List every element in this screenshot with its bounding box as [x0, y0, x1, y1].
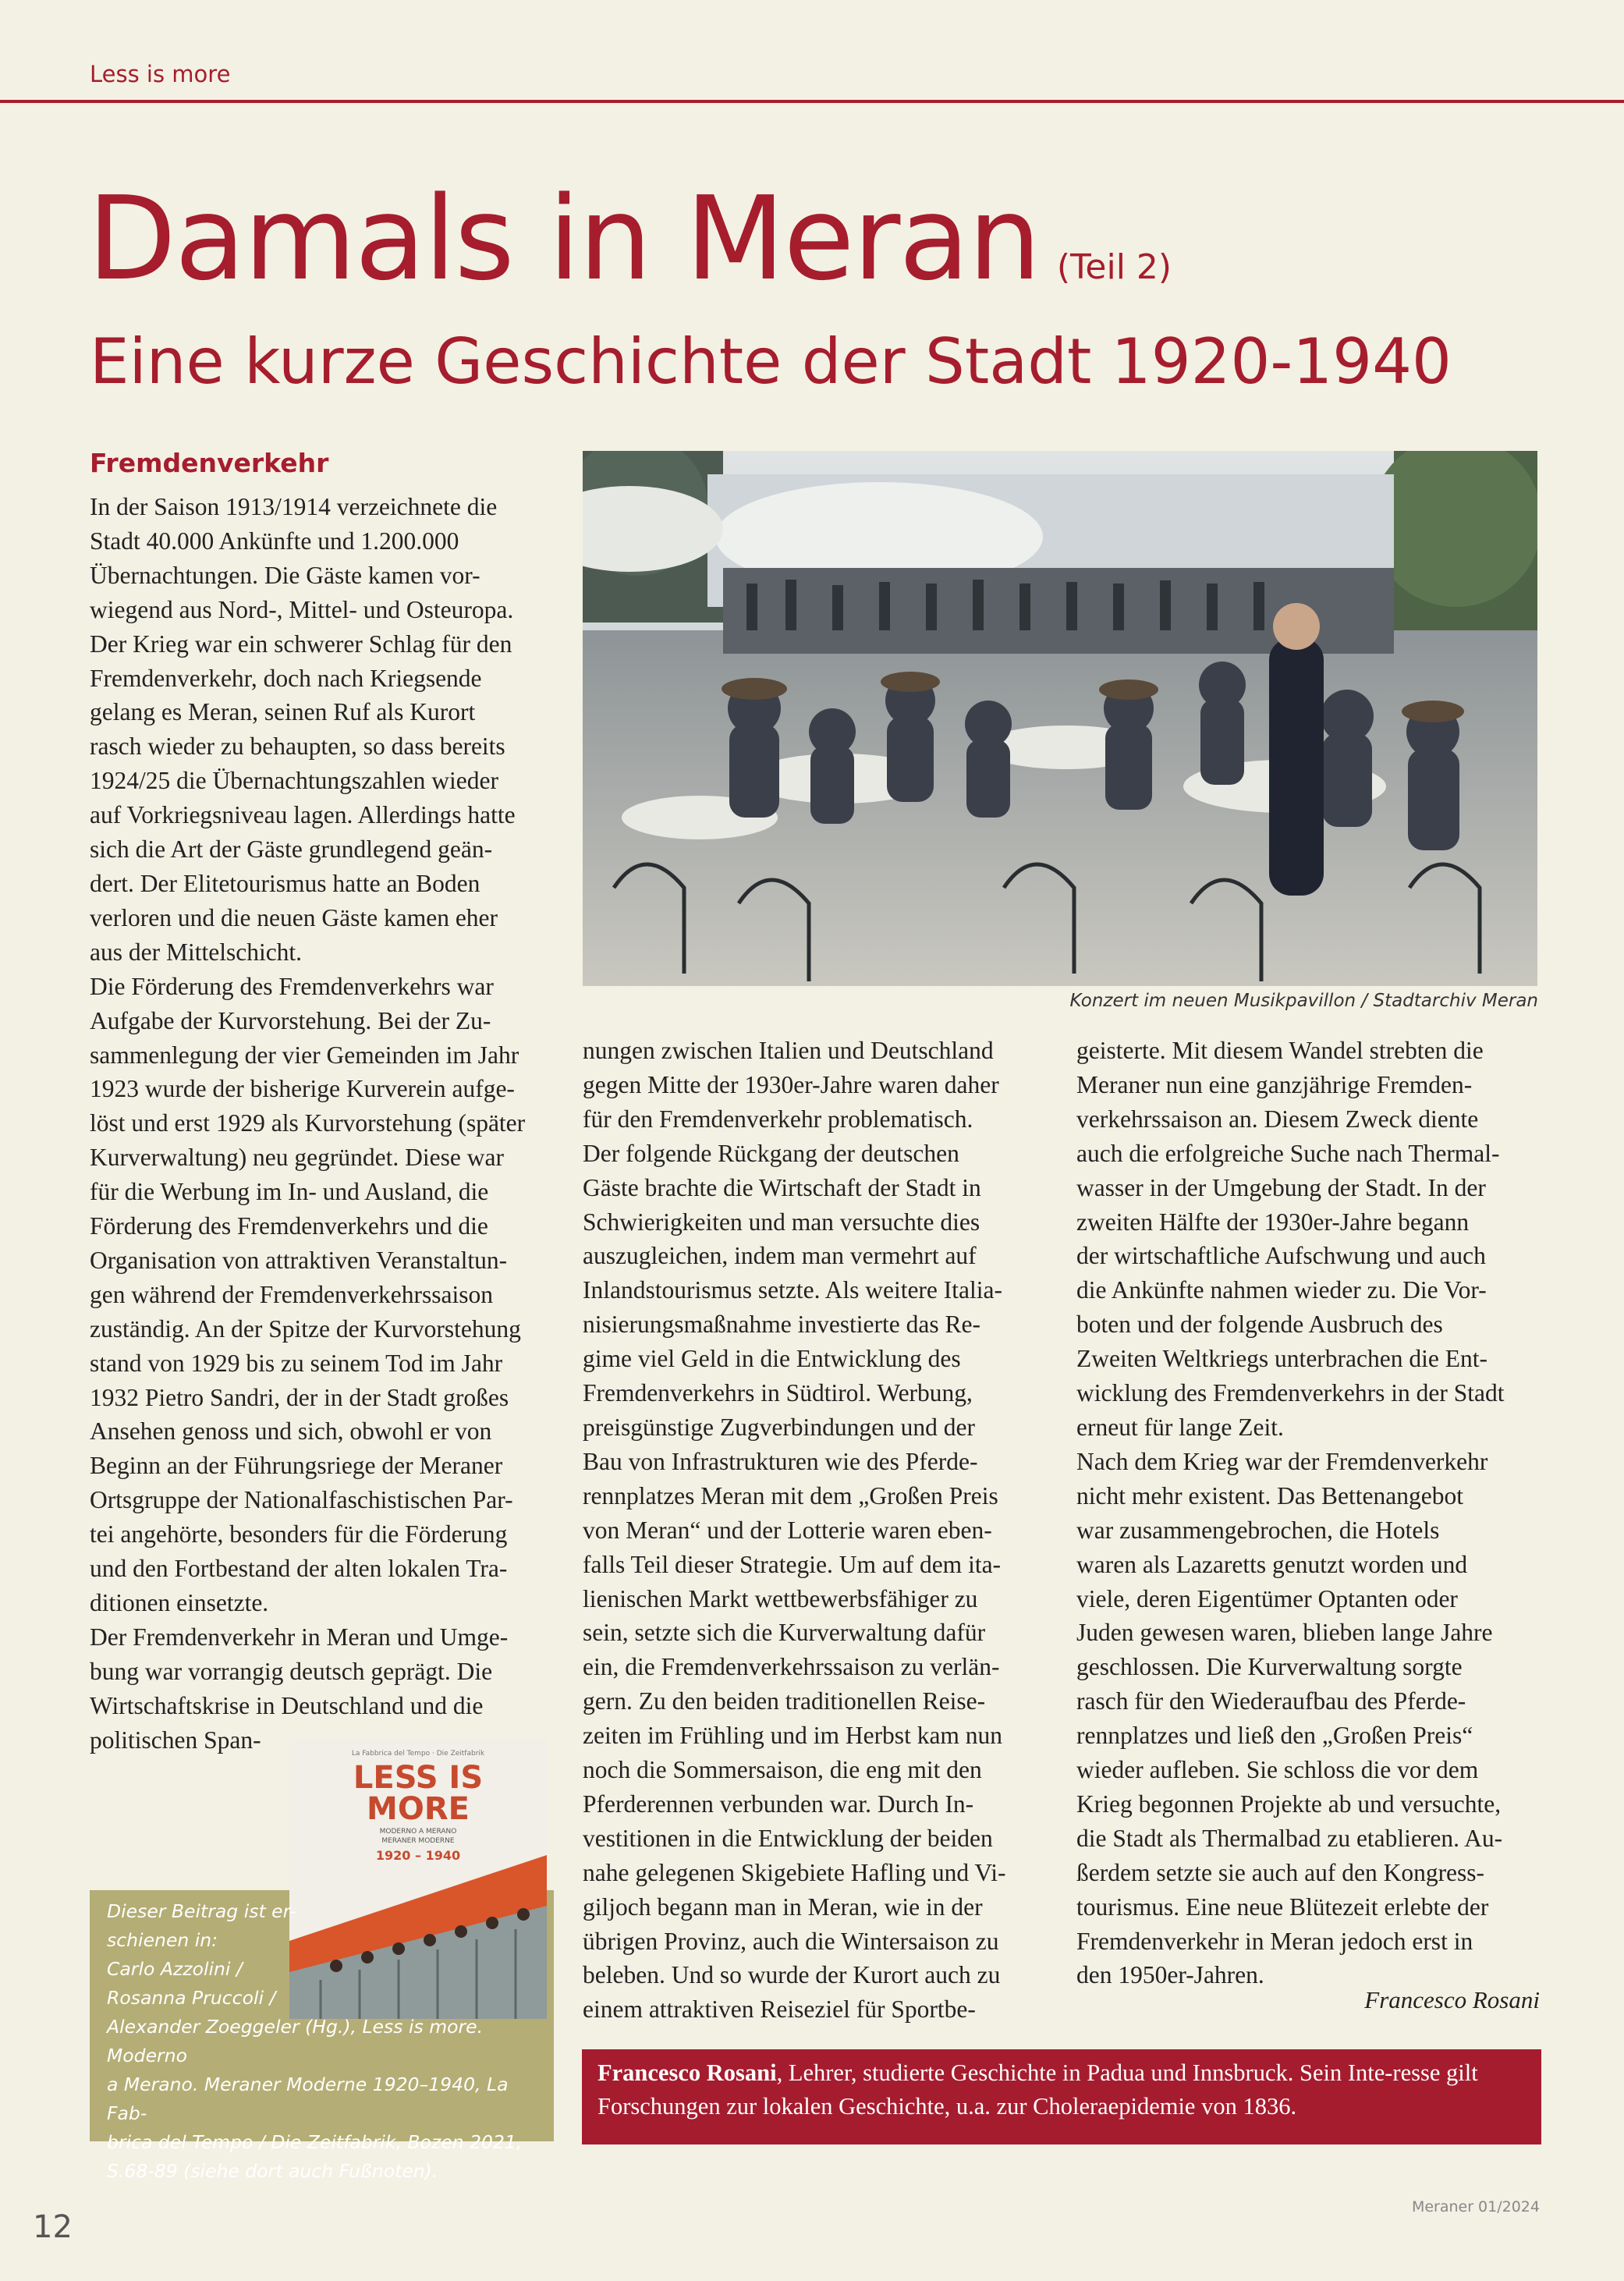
- author-signature: Francesco Rosani: [1364, 1986, 1540, 2013]
- publication-note-text: Dieser Beitrag ist er- schienen in: Carlo Azzolini / Rosanna Pruccoli / Alexander Zoeggeler (Hg.), Less is more. Moderno a Merano. Meraner Moderne 1920–1940, La Fab- brica del Tempo / Die Zeitfabrik, Bozen 2021, S.68-89 (siehe dort auch Fußnoten).: [107, 1900, 523, 2182]
- book-cover-title-1: LESS IS: [353, 1760, 484, 1796]
- concert-photo-illustration: [583, 451, 1537, 986]
- author-bio: [597, 2056, 1526, 2123]
- photo-caption: Konzert im neuen Musikpavillon / Stadtarchiv Meran: [1069, 991, 1538, 1011]
- running-header: Less is more: [90, 61, 231, 87]
- title-main: Damals in Meran: [87, 172, 1040, 306]
- page-number: 12: [33, 2209, 73, 2245]
- author-bio-text: , Lehrer, studierte Geschichte in Padua und Innsbruck. Sein Inte-resse gilt Forschungen zur lokalen Geschichte, u.a. zur Choleraepidemie von 1836.: [597, 2059, 1478, 2120]
- section-heading: Fremdenverkehr: [90, 448, 329, 478]
- issue-label: Meraner 01/2024: [1411, 2198, 1540, 2215]
- article-subtitle: Eine kurze Geschichte der Stadt 1920-1940: [90, 325, 1452, 398]
- book-cover-title-2: MORE: [367, 1791, 470, 1827]
- concert-photo: [583, 451, 1537, 986]
- book-cover-years: 1920 – 1940: [375, 1848, 461, 1863]
- article-title: [87, 172, 1172, 306]
- text-column-1: In der Saison 1913/1914 verzeichnete die Stadt 40.000 Ankünfte und 1.200.000 Übernachtungen. Die Gäste kamen vor- wiegend aus Nord-, Mittel- und Osteuropa. Der Krieg war ein schwerer Schlag für den Fremdenverkehr, doch nach Kriegsende gelang es Meran, seinen Ruf als Kurort rasch wieder zu behaupten, so dass bereits 1924/25 die Übernachtungszahlen wieder auf Vorkriegsniveau lagen. Allerdings hatte sich die Art der Gäste grundlegend geän- dert. Der Elitetourismus hatte an Boden verloren und die neuen Gäste kamen eher aus der Mittelschicht. Die Förderung des Fremdenverkehrs war Aufgabe der Kurvorstehung. Bei der Zu- sammenlegung der vier Gemeinden im Jahr 1923 wurde der bisherige Kurverein aufge- löst und erst 1929 als Kurvorstehung (später Kurverwaltung) neu gegründet. Diese war für die Werbung im In- und Ausland, die Förderung des Fremdenverkehrs und die Organisation von attraktiven Veranstaltun- gen während der Fremdenverkehrssaison zuständig. An der Spitze der Kurvorstehung stand von 1929 bis zu seinem Tod im Jahr 1932 Pietro Sandri, der in der Stadt großes Ansehen genoss und sich, obwohl er von Beginn an der Führungsriege der Meraner Ortsgruppe der Nationalfaschistischen Par- tei angehörte, besonders für die Förderung und den Fortbestand der alten lokalen Tra- ditionen einsetzte. Der Fremdenverkehr in Meran und Umge- bung war vorrangig deutsch geprägt. Die Wirtschaftskrise in Deutschland und die politischen Span-: [90, 493, 526, 1754]
- text-column-3: geisterte. Mit diesem Wandel strebten die Meraner nun eine ganzjährige Fremden- verkehrssaison an. Diesem Zweck diente auch die erfolgreiche Suche nach Thermal- wasser in der Umgebung der Stadt. In der zweiten Hälfte der 1930er-Jahre begann der wirtschaftliche Aufschwung und auch die Ankünfte nahmen wieder zu. Die Vor- boten und der folgende Ausbruch des Zweiten Weltkriegs unterbrachen die Ent- wicklung des Fremdenverkehrs in der Stadt erneut für lange Zeit. Nach dem Krieg war der Fremdenverkehr nicht mehr existent. Das Bettenangebot war zusammengebrochen, die Hotels waren als Lazaretts genutzt worden und viele, deren Eigentümer Optanten oder Juden gewesen waren, blieben lange Jahre geschlossen. Die Kurverwaltung sorgte rasch für den Wiederaufbau des Pferde- rennplatzes und ließ den „Großen Preis“ wieder aufleben. Sie schloss die vor dem Krieg begonnen Projekte ab und versuchte, die Stadt als Thermalbad zu etablieren. Au- ßerdem setzte sie auch auf den Kongress- tourismus. Eine neue Blütezeit erlebte der Fremdenverkehr in Meran jedoch erst in den 1950er-Jahren.: [1076, 1037, 1505, 1989]
- book-cover-top-line: La Fabbrica del Tempo · Die Zeitfabrik: [351, 1750, 485, 1758]
- header-rule: [0, 100, 1624, 103]
- book-cover-sub-1: MODERNO A MERANO: [379, 1828, 457, 1836]
- book-cover-sub-2: MERANER MODERNE: [381, 1837, 455, 1845]
- title-suffix: (Teil 2): [1056, 247, 1172, 287]
- author-bio-name: Francesco Rosani: [597, 2059, 777, 2086]
- text-column-2: nungen zwischen Italien und Deutschland gegen Mitte der 1930er-Jahre waren daher für den Fremdenverkehr problematisch. Der folgende Rückgang der deutschen Gäste brachte die Wirtschaft der Stadt in Schwierigkeiten und man versuchte dies auszugleichen, indem man vermehrt auf Inlandstourismus setzte. Als weitere Italia- nisierungsmaßnahme investierte das Re- gime viel Geld in die Entwicklung des Fremdenverkehrs in Südtirol. Werbung, preisgünstige Zugverbindungen und der Bau von Infrastrukturen wie des Pferde- rennplatzes Meran mit dem „Großen Preis von Meran“ und der Lotterie waren eben- falls Teil dieser Strategie. Um auf dem ita- lienischen Markt wettbewerbsfähiger zu sein, setzte sich die Kurverwaltung dafür ein, die Fremdenverkehrssaison zu verlän- gern. Zu den beiden traditionellen Reise- zeiten im Frühling und im Herbst kam nun noch die Sommersaison, die eng mit den Pferderennen verbunden war. Durch In- vestitionen in die Entwicklung der beiden nahe gelegenen Skigebiete Hafling und Vi- giljoch begann man in Meran, wie in der übrigen Provinz, auch die Wintersaison zu beleben. Und so wurde der Kurort auch zu einem attraktiven Reiseziel für Sportbe-: [583, 1037, 1006, 2024]
